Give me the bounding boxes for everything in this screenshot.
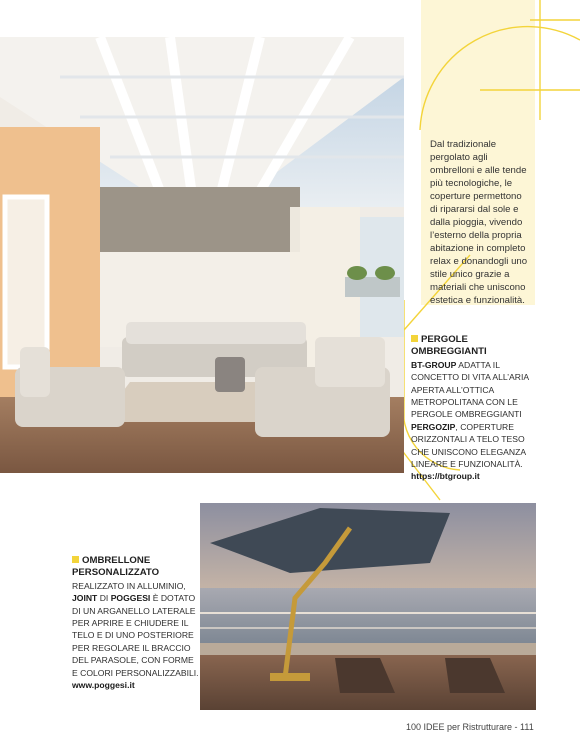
page-footer: 100 IDEE per Ristrutturare - 111 [406,722,534,732]
pergole-heading-text: PERGOLE OMBREGGIANTI [411,334,487,358]
pergole-heading [411,334,541,359]
pergole-text-b: , COPERTURE ORIZZONTALI A TELO TESO CHE UNISCONO ELEGANZA LINEARE E FUNZIONALITÀ. [411,421,526,470]
ombrellone-text-b: DI [97,593,111,604]
pergole-brand: BT-GROUP [411,359,457,370]
ombrellone-caption [72,555,200,691]
umbrella-seaside-photo [200,503,536,710]
pergola-terrace-photo [0,37,404,473]
pergole-text-a: ADATTA IL CONCETTO DI VITA ALL’ARIA APERTA ALL’OTTICA METROPOLITANA CON LE PERGOLE OMBREGGIANTI [411,359,529,420]
ombrellone-text-c: È DOTATO DI UN ARGANELLO LATERALE PER APRIRE E CHIUDERE IL TELO E DI UNO POSTERIORE PER REGOLARE IL BRACCIO DEL PARASOLE, CON FORME E COLORI PERSONALIZZABILI. [72,593,199,678]
ombrellone-brand: POGGESI [110,593,151,604]
pergole-caption [411,334,541,483]
ombrellone-text-a: REALIZZATO IN ALLUMINIO, [72,580,186,591]
pergole-url-link[interactable]: https://btgroup.it [411,471,480,482]
ombrellone-heading-text: OMBRELLONE PERSONALIZZATO [72,555,160,579]
ombrellone-heading [72,555,200,580]
ombrellone-product: JOINT [72,593,98,604]
yellow-square-icon [72,556,79,563]
yellow-square-icon [411,335,418,342]
pergole-product: PERGOZIP [411,421,456,432]
intro-paragraph: Dal tradizionale pergolato agli ombrelloni e alle tende più tecnologiche, le coperture permettono di ripararsi dal sole e dalla pioggia, vivendo l’esterno della propria abitazione in completo relax e donandogli uno stile unico grazie a materiali che uniscono estetica e funzionalità. [430,139,528,306]
ombrellone-url-link[interactable]: www.poggesi.it [72,680,135,691]
